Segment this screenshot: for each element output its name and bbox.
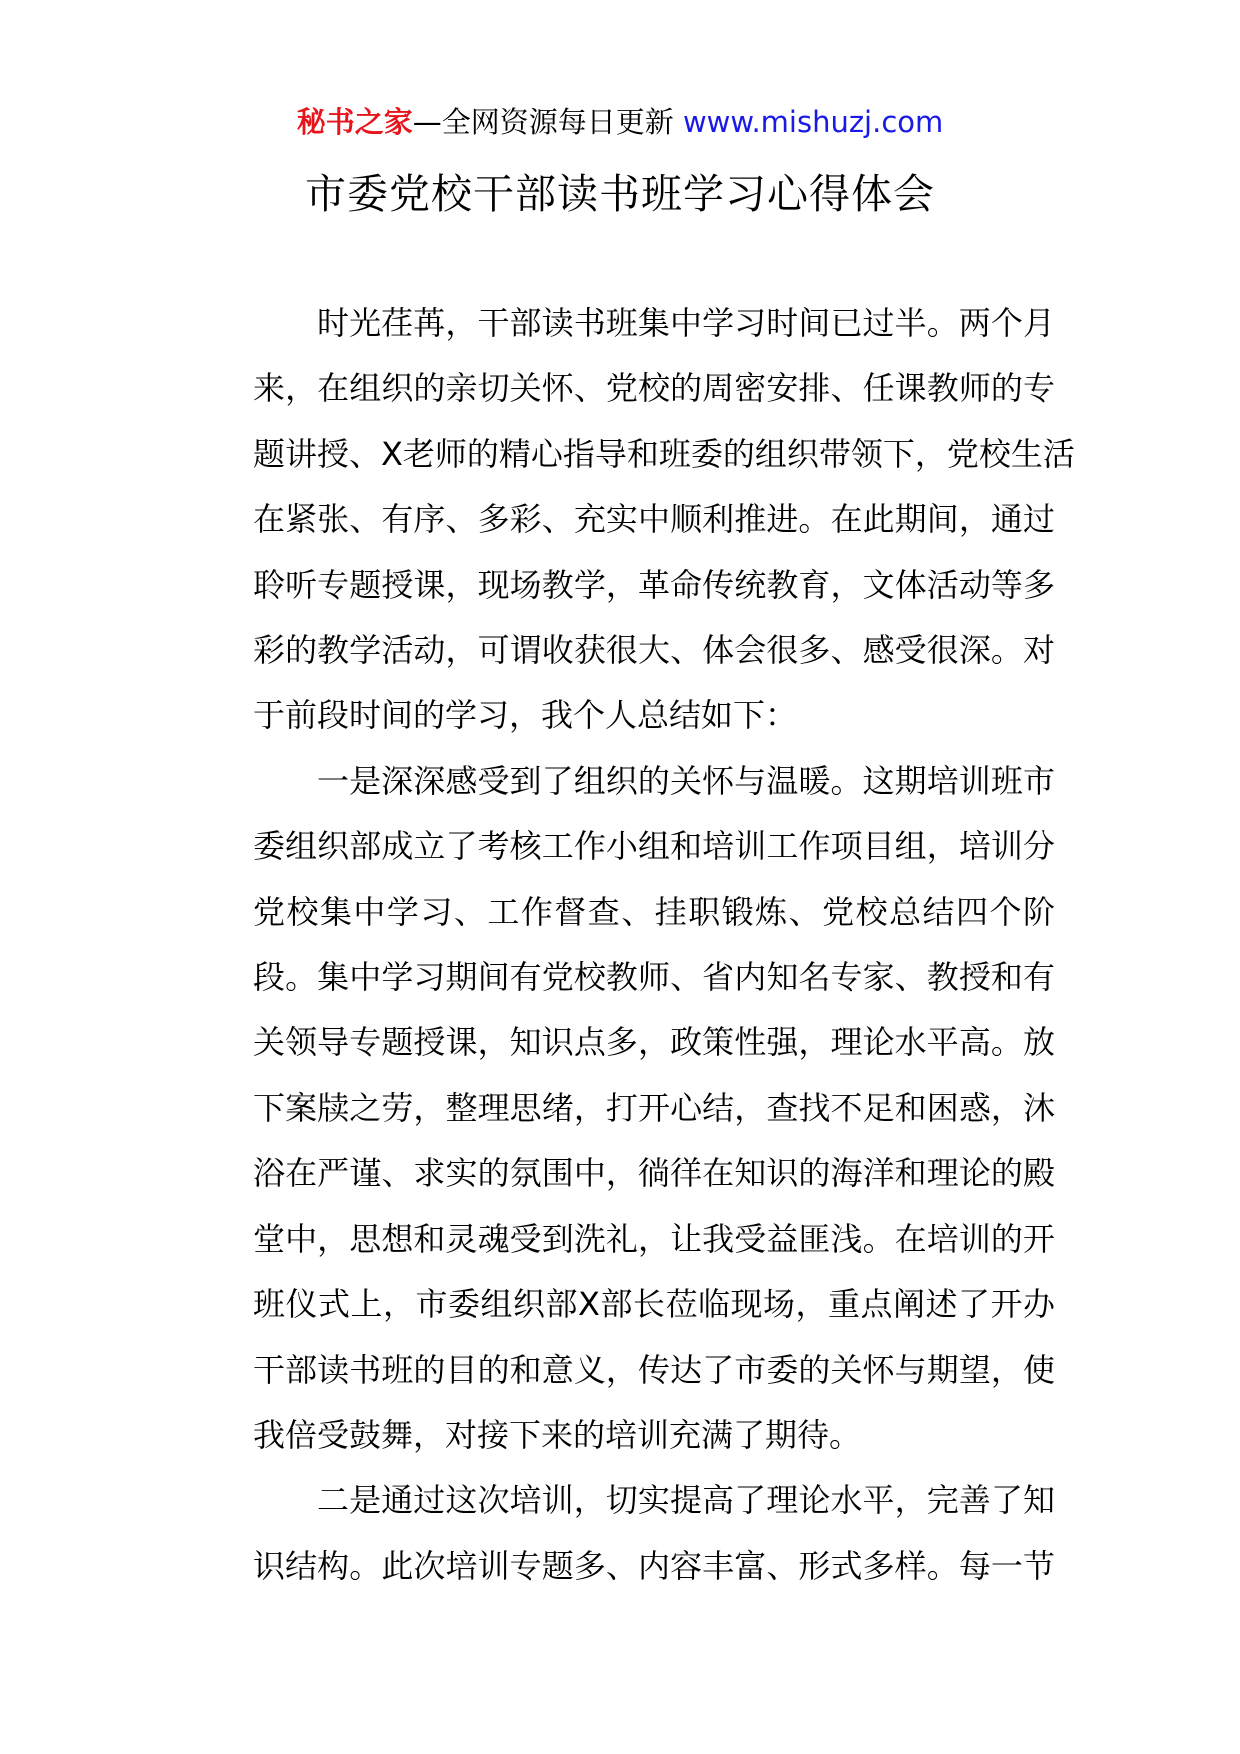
text-line: 浴在严谨、求实的氛围中，徜徉在知识的海洋和理论的殿 [253,1154,1055,1193]
text-line: 干部读书班的目的和意义，传达了市委的关怀与期望，使 [253,1350,1055,1389]
document-body [189,291,1075,1599]
site-url-link[interactable]: www.mishuzj.com [682,105,944,139]
paragraph-3 [189,1468,1055,1599]
paragraph-1 [189,291,1075,749]
text-line: 聆听专题授课，现场教学，革命传统教育，文体活动等多 [253,565,1055,604]
text-line: 题讲授、X老师的精心指导和班委的组织带领下，党校生活 [253,434,1075,473]
text-line: 一是深深感受到了组织的关怀与温暖。这期培训班市 [317,761,1055,800]
text-line: 关领导专题授课，知识点多，政策性强，理论水平高。放 [253,1023,1055,1062]
brand-name: 秘书之家 [296,105,413,139]
text-line: 委组织部成立了考核工作小组和培训工作项目组，培训分 [253,827,1055,866]
text-line: 班仪式上，市委组织部X部长莅临现场，重点阐述了开办 [253,1285,1055,1324]
site-header [0,100,1240,144]
text-line: 我倍受鼓舞，对接下来的培训充满了期待。 [253,1415,862,1454]
paragraph-2 [189,749,1055,1468]
text-line: 二是通过这次培训，切实提高了理论水平，完善了知 [317,1481,1055,1520]
text-line: 在紧张、有序、多彩、充实中顺利推进。在此期间，通过 [253,500,1055,539]
header-slogan: —全网资源每日更新 [412,105,683,139]
text-line: 彩的教学活动，可谓收获很大、体会很多、感受很深。对 [253,631,1055,670]
text-line: 来，在组织的亲切关怀、党校的周密安排、任课教师的专 [253,369,1055,408]
text-line: 于前段时间的学习，我个人总结如下： [253,696,798,735]
text-line: 段。集中学习期间有党校教师、省内知名专家、教授和有 [253,958,1055,997]
text-line: 堂中，思想和灵魂受到洗礼，让我受益匪浅。在培训的开 [253,1219,1055,1258]
document-title: 市委党校干部读书班学习心得体会 [305,170,935,218]
text-line: 党校集中学习、工作督查、挂职锻炼、党校总结四个阶 [253,892,1055,931]
text-line: 时光荏苒，干部读书班集中学习时间已过半。两个月 [317,304,1055,342]
text-line: 下案牍之劳，整理思绪，打开心结，查找不足和困惑，沐 [253,1088,1055,1127]
text-line: 识结构。此次培训专题多、内容丰富、形式多样。每一节 [253,1546,1055,1585]
